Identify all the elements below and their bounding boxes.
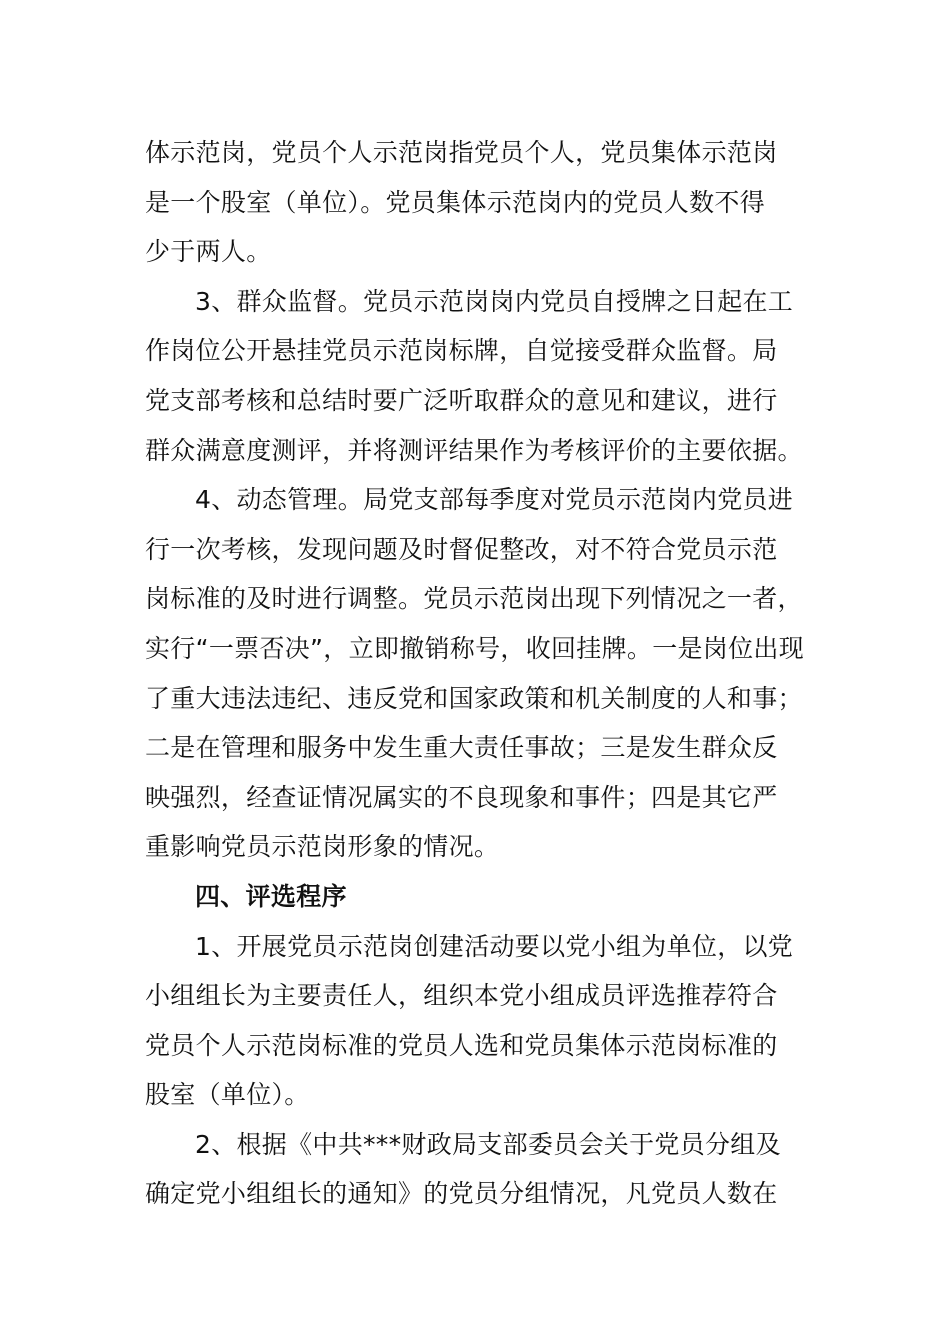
section-heading: 四、评选程序 bbox=[195, 881, 347, 911]
text-line: 了重大违法违纪、违反党和国家政策和机关制度的人和事； bbox=[145, 683, 803, 713]
text-line: 确定党小组组长的通知》的党员分组情况，凡党员人数在 bbox=[145, 1179, 778, 1209]
document-body bbox=[145, 128, 809, 1219]
text-line: 4、动态管理。局党支部每季度对党员示范岗内党员进 bbox=[195, 485, 794, 515]
text-line: 二是在管理和服务中发生重大责任事故；三是发生群众反 bbox=[145, 733, 778, 763]
text-line: 股室（单位）。 bbox=[145, 1080, 310, 1110]
text-line: 党员个人示范岗标准的党员人选和党员集体示范岗标准的 bbox=[145, 1030, 778, 1060]
text-line: 体示范岗，党员个人示范岗指党员个人，党员集体示范岗 bbox=[145, 138, 778, 167]
text-line: 映强烈，经查证情况属实的不良现象和事件；四是其它严 bbox=[145, 782, 778, 812]
text-line: 小组组长为主要责任人，组织本党小组成员评选推荐符合 bbox=[145, 981, 778, 1011]
text-line: 党支部考核和总结时要广泛听取群众的意见和建议，进行 bbox=[145, 385, 778, 415]
text-line: 作岗位公开悬挂党员示范岗标牌，自觉接受群众监督。局 bbox=[145, 336, 778, 366]
text-line: 2、根据《中共***财政局支部委员会关于党员分组及 bbox=[195, 1129, 781, 1159]
text-line: 实行“一票否决”，立即撤销称号，收回挂牌。一是岗位出现 bbox=[145, 633, 805, 663]
text-line: 少于两人。 bbox=[145, 237, 272, 267]
text-line: 行一次考核，发现问题及时督促整改，对不符合党员示范 bbox=[145, 534, 778, 564]
text-line: 岗标准的及时进行调整。党员示范岗出现下列情况之一者， bbox=[145, 584, 803, 614]
text-line: 重影响党员示范岗形象的情况。 bbox=[145, 832, 500, 862]
text-line: 群众满意度测评，并将测评结果作为考核评价的主要依据。 bbox=[145, 435, 803, 465]
text-line: 是一个股室（单位）。党员集体示范岗内的党员人数不得 bbox=[145, 187, 766, 217]
text-line: 1、开展党员示范岗创建活动要以党小组为单位，以党 bbox=[195, 931, 794, 961]
text-line: 3、群众监督。党员示范岗岗内党员自授牌之日起在工 bbox=[195, 286, 794, 316]
